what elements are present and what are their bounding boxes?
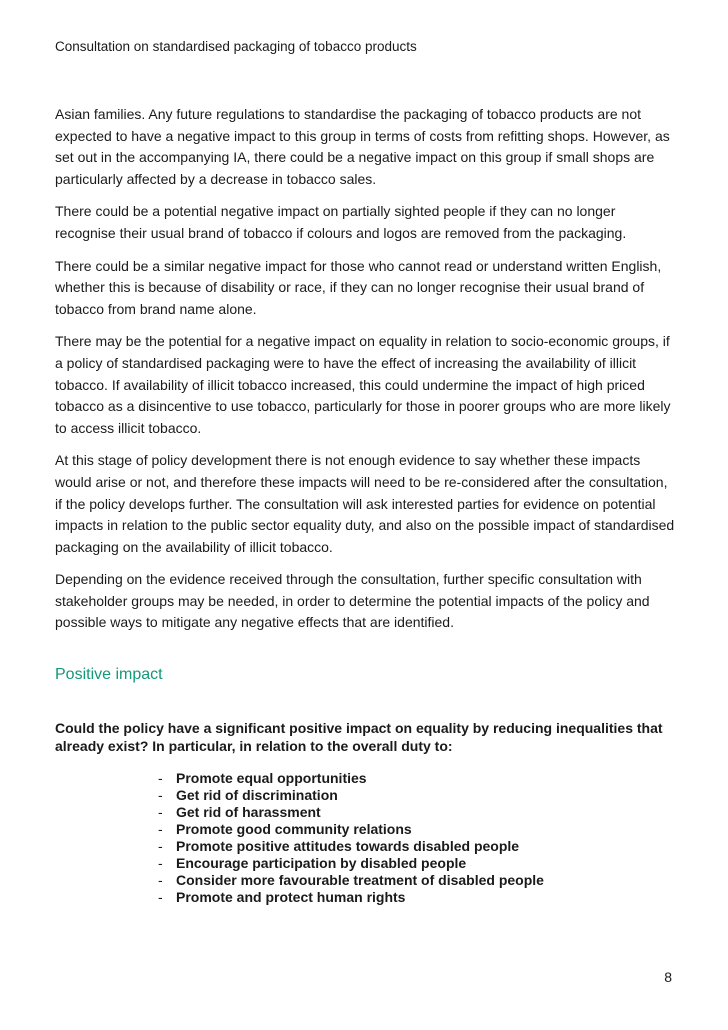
duty-label: Promote and protect human rights <box>176 889 406 905</box>
page-number: 8 <box>664 969 672 985</box>
duty-label: Promote equal opportunities <box>176 770 367 786</box>
list-item <box>158 838 544 855</box>
list-item <box>158 889 544 906</box>
list-item <box>158 855 544 872</box>
list-item <box>158 770 544 787</box>
paragraph: Depending on the evidence received through the consultation, further specific consultation with stakeholder groups may be needed, in order to determine the potential impacts of the policy and possible ways to mitigate any negative effects that are identified. <box>55 571 650 631</box>
bullet-dash: - <box>158 872 163 888</box>
duty-label: Promote positive attitudes towards disabled people <box>176 838 520 854</box>
duty-label: Promote good community relations <box>176 821 412 837</box>
list-item <box>158 804 544 821</box>
bullet-dash: - <box>158 821 163 837</box>
running-header: Consultation on standardised packaging of tobacco products <box>55 39 417 54</box>
list-item <box>158 787 544 804</box>
body-text <box>55 104 677 645</box>
duty-label: Get rid of discrimination <box>176 787 338 803</box>
list-item <box>158 872 544 889</box>
paragraph: There could be a potential negative impact on partially sighted people if they can no longer recognise their usual brand of tobacco if colours and logos are removed from the packaging. <box>55 203 627 241</box>
paragraph: There could be a similar negative impact for those who cannot read or understand written English, whether this is because of disability or race, if they can no longer recognise their usual brand of tobacco from brand name alone. <box>55 257 662 317</box>
bullet-dash: - <box>158 804 163 820</box>
duty-label: Consider more favourable treatment of disabled people <box>176 872 544 888</box>
bullet-dash: - <box>158 770 163 786</box>
duty-label: Get rid of harassment <box>176 804 321 820</box>
positive-impact-question: Could the policy have a significant positive impact on equality by reducing inequalities that already exist? In particular, in relation to the overall duty to: <box>55 720 663 754</box>
paragraph: At this stage of policy development there is not enough evidence to say whether these impacts would arise or not, and therefore these impacts will need to be re-considered after the consultation, if the policy develops further. The consultation will ask interested parties for evidence on potential impacts in relation to the public sector equality duty, and also on the possible impact of standardised packaging on the availability of illicit tobacco. <box>55 452 675 555</box>
paragraph: There may be the potential for a negative impact on equality in relation to socio-economic groups, if a policy of standardised packaging were to have the effect of increasing the availability of illicit tobacco. If availability of illicit tobacco increased, this could undermine the impact of high priced tobacco as a disincentive to use tobacco, particularly for those in poorer groups who are more likely to access illicit tobacco. <box>55 333 671 436</box>
paragraph: Asian families. Any future regulations to standardise the packaging of tobacco products are not expected to have a negative impact to this group in terms of costs from refitting shops. However, as set out in the accompanying IA, there could be a negative impact on this group if small shops are particularly affected by a decrease in tobacco sales. <box>55 106 670 187</box>
section-heading-positive-impact: Positive impact <box>55 666 163 683</box>
bullet-dash: - <box>158 855 163 871</box>
duty-label: Encourage participation by disabled people <box>176 855 467 871</box>
list-item <box>158 821 544 838</box>
bullet-dash: - <box>158 889 163 905</box>
bullet-dash: - <box>158 787 163 803</box>
bullet-dash: - <box>158 838 163 854</box>
duties-list <box>158 770 544 906</box>
